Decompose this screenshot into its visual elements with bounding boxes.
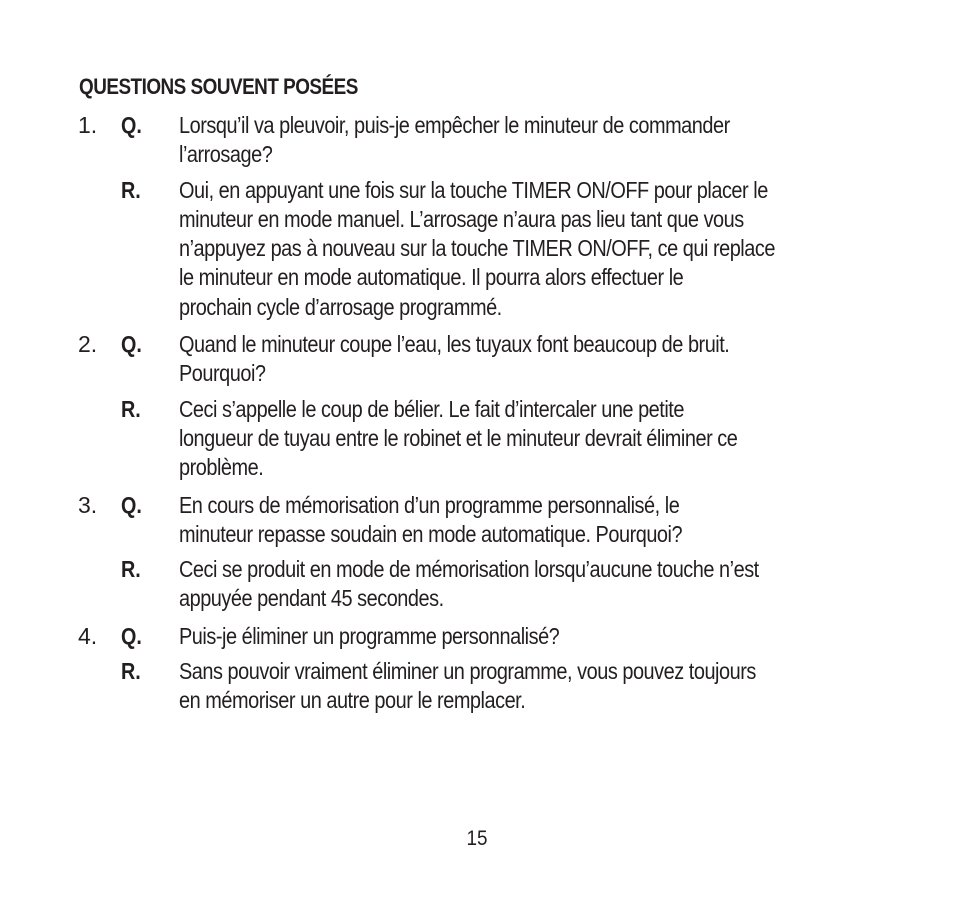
question-line: Puis-je éliminer un programme personnalisé? <box>179 622 560 649</box>
question-text <box>179 330 872 389</box>
question-tag: Q. <box>121 622 142 649</box>
faq-answer-1 <box>0 176 954 322</box>
question-tag: Q. <box>121 491 142 518</box>
answer-line: Sans pouvoir vraiment éliminer un programme, vous pouvez toujours <box>179 658 756 685</box>
faq-question-3 <box>0 491 954 550</box>
question-line: minuteur repasse soudain en mode automatique. Pourquoi? <box>179 520 683 547</box>
question-line: l’arrosage? <box>179 141 273 168</box>
answer-tag: R. <box>121 176 141 203</box>
question-number: 4. <box>78 622 98 649</box>
faq-answer-4 <box>0 657 954 716</box>
answer-text <box>179 657 872 716</box>
question-number: 2. <box>78 331 98 358</box>
answer-line: problème. <box>179 454 264 481</box>
question-line: En cours de mémorisation d’un programme personnalisé, le <box>179 491 680 518</box>
answer-line: longueur de tuyau entre le robinet et le minuteur devrait éliminer ce <box>179 424 738 451</box>
answer-line: le minuteur en mode automatique. Il pourra alors effectuer le <box>179 264 684 291</box>
answer-line: Ceci se produit en mode de mémorisation lorsqu’aucune touche n’est <box>179 556 759 583</box>
answer-line: appuyée pendant 45 secondes. <box>179 585 444 612</box>
answer-tag: R. <box>121 395 141 422</box>
question-number: 3. <box>78 491 98 518</box>
answer-text <box>179 555 872 614</box>
faq-question-2 <box>0 330 954 389</box>
answer-text <box>179 395 872 483</box>
question-tag: Q. <box>121 112 142 138</box>
answer-line: prochain cycle d’arrosage programmé. <box>179 293 502 320</box>
answer-line: n’appuyez pas à nouveau sur la touche TIMER ON/OFF, ce qui replace <box>179 235 775 262</box>
answer-tag: R. <box>121 556 141 583</box>
answer-line: minuteur en mode manuel. L’arrosage n’aura pas lieu tant que vous <box>179 205 744 232</box>
faq-list <box>0 111 954 724</box>
faq-answer-2 <box>0 395 954 483</box>
section-heading: QUESTIONS SOUVENT POSÉES <box>79 74 358 99</box>
faq-question-4 <box>0 622 954 651</box>
question-line: Quand le minuteur coupe l’eau, les tuyaux font beaucoup de bruit. <box>179 331 730 358</box>
question-line: Pourquoi? <box>179 360 266 387</box>
question-number: 1. <box>78 112 98 138</box>
faq-question-1 <box>0 111 954 170</box>
page-number: 15 <box>466 827 488 850</box>
answer-line: Oui, en appuyant une fois sur la touche TIMER ON/OFF pour placer le <box>179 176 768 203</box>
faq-answer-3 <box>0 555 954 614</box>
answer-line: Ceci s’appelle le coup de bélier. Le fait d’intercaler une petite <box>179 395 684 422</box>
question-text <box>179 491 872 550</box>
question-tag: Q. <box>121 331 142 358</box>
answer-tag: R. <box>121 658 141 685</box>
answer-line: en mémoriser un autre pour le remplacer. <box>179 687 526 714</box>
question-text <box>179 622 872 651</box>
question-text <box>179 111 872 170</box>
answer-text <box>179 176 872 322</box>
question-line: Lorsqu’il va pleuvoir, puis-je empêcher le minuteur de commander <box>179 112 730 138</box>
